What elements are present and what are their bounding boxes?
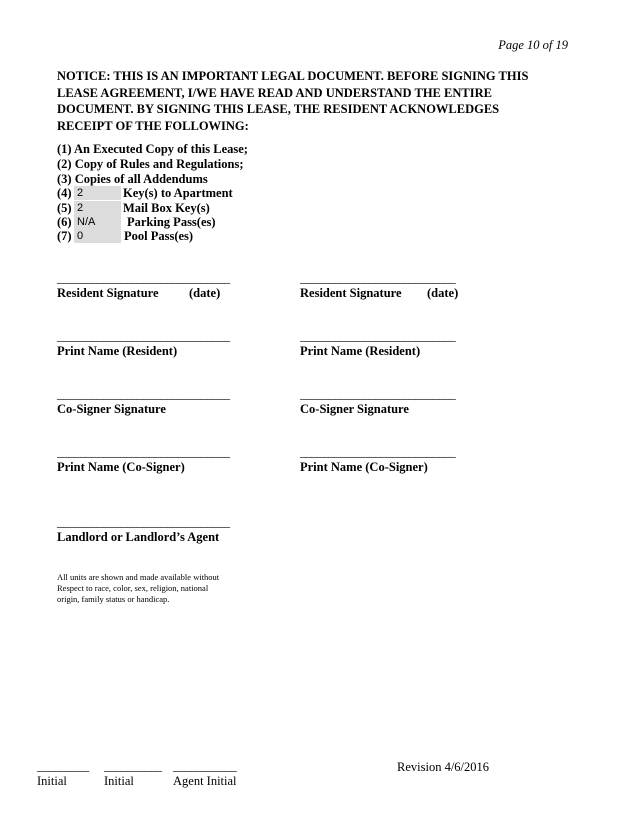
notice-line: DOCUMENT. BY SIGNING THIS LEASE, THE RESIDENT ACKNOWLEDGES (57, 102, 500, 116)
receipt-text-parking: Parking Pass(es) (127, 215, 216, 229)
initial-line-2[interactable]: __________ (104, 759, 162, 773)
receipt-item-lease (57, 142, 248, 157)
print-name-cosigner2-line[interactable]: ___________________________ (300, 445, 456, 459)
receipt-number: (2) (57, 157, 72, 171)
disclaimer-line: Respect to race, color, sex, religion, national (57, 583, 209, 593)
resident-signature-line[interactable]: ______________________________ (57, 271, 230, 285)
print-name-resident-line[interactable]: ______________________________ (57, 329, 230, 343)
receipt-item-rules (57, 157, 243, 172)
receipt-number: (3) (57, 172, 72, 186)
agent-initial-label: Agent Initial (173, 774, 237, 788)
page-number: Page 10 of 19 (498, 38, 568, 52)
landlord-signature-label: Landlord or Landlord’s Agent (57, 530, 220, 544)
pool-pass-field[interactable]: 0 (74, 229, 121, 243)
receipt-item-addendums (57, 172, 208, 187)
initial-line-1[interactable]: _________ (37, 759, 89, 773)
legal-notice (57, 68, 557, 134)
date-label: (date) (189, 286, 221, 300)
notice-line: NOTICE: THIS IS AN IMPORTANT LEGAL DOCUMENT. BEFORE SIGNING THIS (57, 69, 529, 83)
resident-signature-label: Resident Signature (57, 286, 159, 300)
receipt-text: Copy of Rules and Regulations; (74, 157, 244, 171)
notice-line: RECEIPT OF THE FOLLOWING: (57, 118, 249, 133)
notice-line: LEASE AGREEMENT, I/WE HAVE READ AND UNDERSTAND THE ENTIRE (57, 85, 492, 100)
landlord-signature-line[interactable]: ______________________________ (57, 515, 230, 529)
parking-pass-field[interactable]: N/A (74, 215, 121, 229)
date-label: (date) (427, 286, 459, 300)
receipt-text: Copies of all Addendums (74, 172, 208, 186)
receipt-text-keys: Key(s) to Apartment (123, 186, 233, 200)
receipt-text-mailbox: Mail Box Key(s) (123, 201, 210, 215)
receipt-text: An Executed Copy of this Lease; (74, 142, 248, 156)
print-name-resident-label: Print Name (Resident) (57, 344, 178, 358)
receipt-number-keys: (4) (57, 186, 72, 200)
apartment-keys-field[interactable]: 2 (74, 186, 121, 200)
cosigner-signature-label: Co-Signer Signature (57, 402, 166, 416)
resident2-signature-line[interactable]: ___________________________ (300, 271, 456, 285)
fair-housing-disclaimer (57, 572, 257, 605)
cosigner-signature-line[interactable]: ______________________________ (57, 387, 230, 401)
mailbox-keys-field[interactable]: 2 (74, 201, 121, 215)
receipt-number-parking: (6) (57, 215, 72, 229)
receipt-number: (1) (57, 142, 72, 156)
print-name-cosigner-label: Print Name (Co-Signer) (57, 460, 185, 474)
initial-label-2: Initial (104, 774, 134, 788)
print-name-cosigner-line[interactable]: ______________________________ (57, 445, 230, 459)
receipt-text-pool: Pool Pass(es) (124, 229, 194, 243)
print-name-cosigner2-label: Print Name (Co-Signer) (300, 460, 428, 474)
print-name-resident2-line[interactable]: ___________________________ (300, 329, 456, 343)
revision-date: Revision 4/6/2016 (397, 760, 490, 774)
disclaimer-line: origin, family status or handicap. (57, 594, 170, 604)
agent-initial-line[interactable]: ___________ (173, 759, 237, 773)
disclaimer-line: All units are shown and made available without (57, 572, 220, 582)
resident2-signature-label: Resident Signature (300, 286, 402, 300)
initial-label-1: Initial (37, 774, 67, 788)
print-name-resident2-label: Print Name (Resident) (300, 344, 421, 358)
receipt-number-pool: (7) (57, 229, 72, 243)
cosigner2-signature-line[interactable]: ___________________________ (300, 387, 456, 401)
receipt-number-mailbox: (5) (57, 201, 72, 215)
cosigner2-signature-label: Co-Signer Signature (300, 402, 409, 416)
